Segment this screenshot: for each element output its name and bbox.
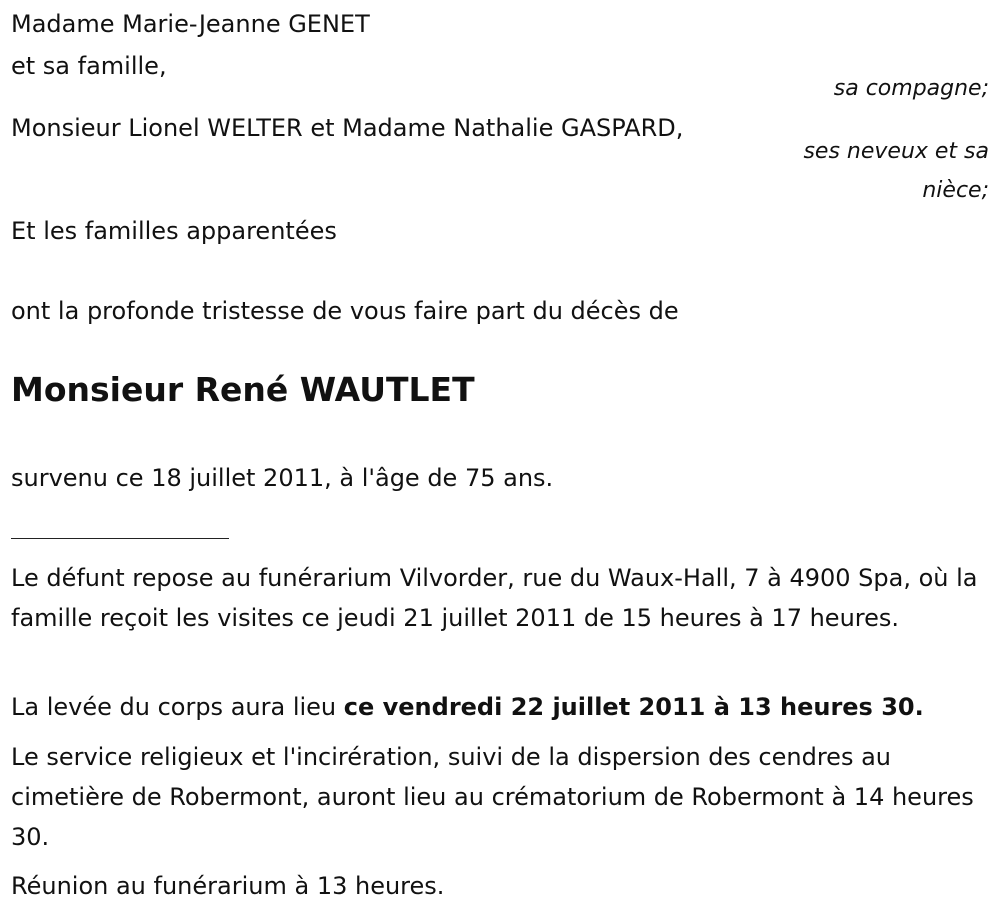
service-paragraph: Le service religieux et l'incirération, suivi de la dispersion des cendres au cimetière de Robermont, auront lieu au crématorium de Robermont à 14 heures 30. [11,743,974,851]
partner-name: Madame Marie-Jeanne GENET [11,10,370,38]
announcement: ont la profonde tristesse de vous faire part du décès de [11,297,679,325]
reunion-paragraph: Réunion au funérarium à 13 heures. [11,872,445,900]
partner-family: et sa famille, [11,52,167,80]
nephews-role-line2: nièce; [922,178,989,203]
deceased-name: Monsieur René WAUTLET [11,370,475,409]
partner-role: sa compagne; [833,76,989,101]
nephews-names: Monsieur Lionel WELTER et Madame Nathalie GASPARD, [11,114,684,142]
repose-paragraph: Le défunt repose au funérarium Vilvorder, rue du Waux-Hall, 7 à 4900 Spa, où la famille reçoit les visites ce jeudi 21 juillet 2011 de 15 heures à 17 heures. [11,564,978,632]
nephews-role-line1: ses neveux et sa [803,139,989,164]
death-info: survenu ce 18 juillet 2011, à l'âge de 75 ans. [11,464,554,492]
relatives: Et les familles apparentées [11,217,337,245]
levee-date: ce vendredi 22 juillet 2011 à 13 heures 30. [343,693,924,721]
levee-paragraph [11,687,996,727]
levee-prefix: La levée du corps aura lieu [11,693,344,721]
separator-line [11,538,229,539]
